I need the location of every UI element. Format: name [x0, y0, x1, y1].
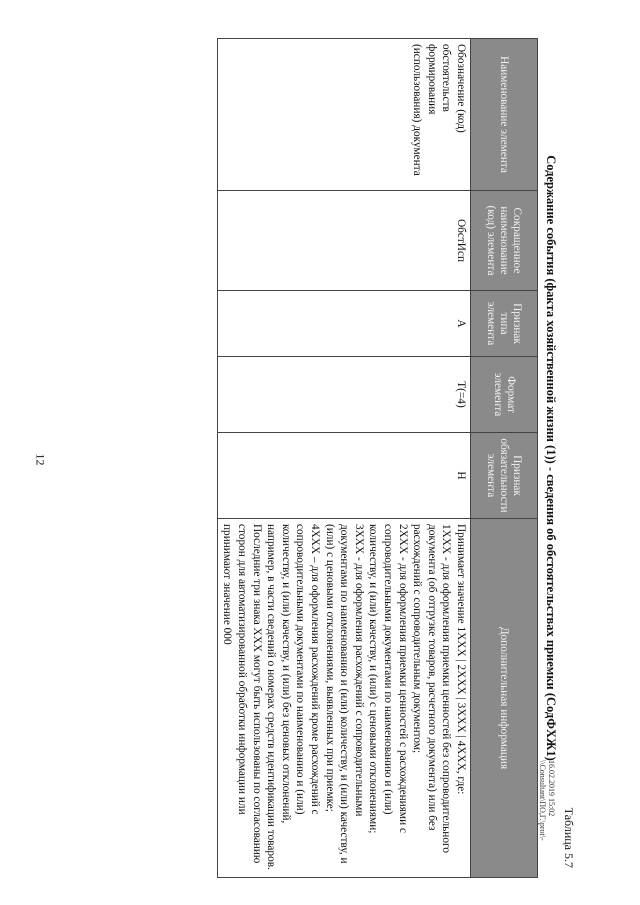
table-row [217, 39, 470, 878]
table-header-row [471, 39, 538, 878]
rotated-page-content [100, 38, 580, 878]
info-line: 3ХХХ - для оформления расхождений с сопроводительными документами по наименованию и (или) количеству, и (или) качеству, и (или) с ценовыми отклонениями, выявленных при приемке; [323, 524, 365, 864]
info-line: 1ХХХ - для оформления приемки ценностей без сопроводительного документа (об отгрузке товаров, расчетного документа) или без расхождений с сопроводительным документом; [411, 524, 453, 853]
info-line: Принимает значение 1ХХХ | 2ХХХ | 3ХХХ | 4ХХХ, где: [455, 524, 467, 795]
table-label: Таблица 5.7 [562, 807, 576, 868]
cell-name: Обозначение (код) обстоятельств формирования (использования) документа [217, 39, 470, 191]
data-table [217, 38, 538, 878]
cell-type: А [217, 291, 470, 357]
table-title: Содержание события (факта хозяйственной жизни (1)) - сведения об обстоятельствах приемки (СодФХЖ1) [544, 155, 558, 761]
footer-stamp: 16.02.2019 15:02 \\Consultant\ПО,Г.\prot\- [538, 760, 556, 841]
column-header-name: Наименование элемента [471, 39, 538, 191]
column-header-required: Признак обязательности элемента [471, 433, 538, 519]
column-header-info: Дополнительная информация [471, 519, 538, 878]
info-line: 2ХХХ - для оформления приемки ценностей с расхождениями с сопроводительными документами по наименованию и (или) количеству, и (или) качеству, и (или) с ценовыми отклонениями; [367, 524, 409, 834]
cell-required: Н [217, 433, 470, 519]
column-header-format: Формат элемента [471, 357, 538, 433]
page-number: 12 [33, 453, 48, 466]
info-line: Последние три знака ХХХ могут быть использованы по согласованию сторон для автоматизированной обработки информации или принимают значение 000 [221, 524, 263, 864]
cell-code: ОбстИсп [217, 191, 470, 291]
info-line: 4ХХХ – для оформления расхождений кроме расхождений с сопроводительными документами по наименованию и (или) количеству, и (или) качеству, и (или) без ценовых отклонений, например, в части сведений о номерах средств идентификации товаров. [265, 524, 322, 870]
column-header-type: Признак типа элемента [471, 291, 538, 357]
column-header-code: Сокращенное наименование (код) элемента [471, 191, 538, 291]
cell-format: Т(=4) [217, 357, 470, 433]
cell-info [217, 519, 470, 878]
